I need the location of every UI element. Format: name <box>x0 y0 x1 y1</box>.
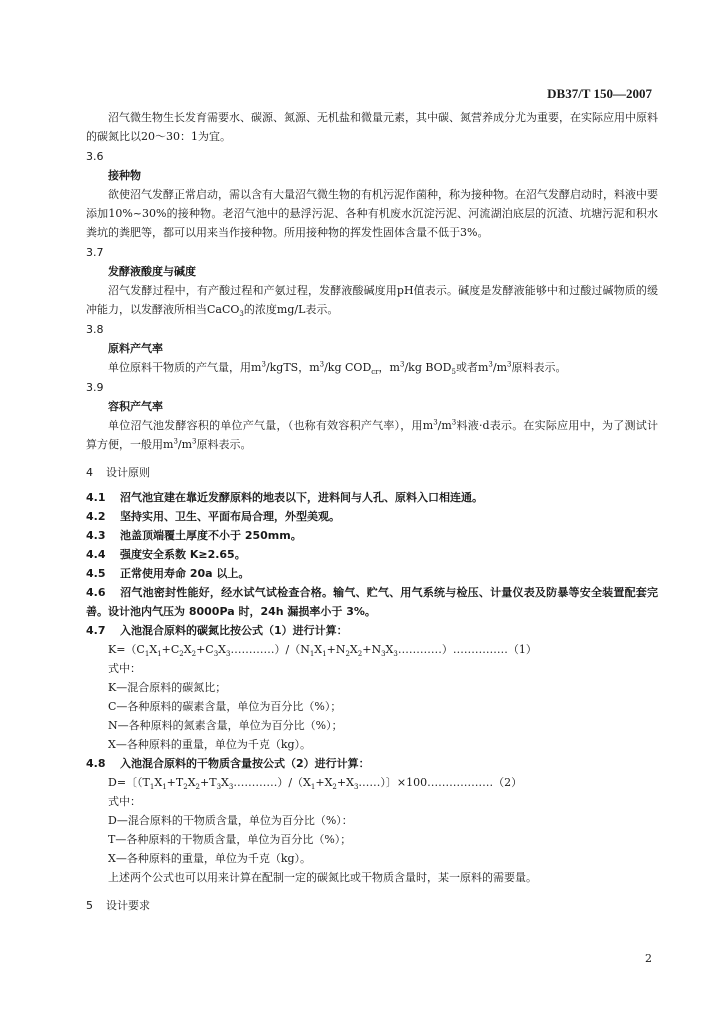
formula-1-def-c: C—各种原料的碳素含量，单位为百分比（%）； <box>108 700 342 713</box>
clause-4-1: 4.1 沼气池宜建在靠近发酵原料的地表以下，进料间与人孔、原料入口相连通。 <box>86 491 483 504</box>
term-acidity-alkalinity: 发酵液酸度与碱度 <box>108 265 196 278</box>
chapter-heading-5: 5 设计要求 <box>86 899 150 912</box>
paragraph-3-6: 欲使沼气发酵正常启动，需以含有大量沼气微生物的有机污泥作菌种，称为接种物。在沼气发酵启动时，料液中要添加10%~30%的接种物。老沼气池中的悬浮污泥、各种有机废水沉淀污泥、河流湖泊底层的沉渣、坑塘污泥和积水粪坑的粪肥等，都可以用来当作接种物。所用接种物的挥发性固体含量不低于3%。 <box>86 188 658 239</box>
clause-4-5: 4.5 正常使用寿命 20a 以上。 <box>86 567 250 580</box>
paragraph-3-5: 沼气微生物生长发育需要水、碳源、氮源、无机盐和微量元素，其中碳、氮营养成分尤为重要，在实际应用中原料的碳氮比以20～30：1为宜。 <box>86 111 658 143</box>
formula-1-def-x: X—各种原料的重量，单位为千克（kg）。 <box>108 738 312 751</box>
formula-2-def-x: X—各种原料的重量，单位为千克（kg）。 <box>108 852 312 865</box>
clause-4-3: 4.3 池盖顶端覆土厚度不小于 250mm。 <box>86 529 302 542</box>
paragraph-3-9: 单位沼气池发酵容积的单位产气量，（也称有效容积产气率），用$m^3/m^3$料液·d表示。在实际应用中，为了测试计算方便，一般用$m^3/m^3$原料表示。 <box>86 418 658 451</box>
paragraph-3-7: 沼气发酵过程中，有产酸过程和产氨过程，发酵液酸碱度用pH值表示。碱度是发酵液能够中和过酸过碱物质的缓冲能力，以发酵液所相当CaCO$_3$的浓度mg/L表示。 <box>86 284 658 319</box>
term-volumetric-gas-yield: 容积产气率 <box>108 400 163 413</box>
formula-1-def-n: N—各种原料的氮素含量，单位为百分比（%）； <box>108 719 343 732</box>
formula-1-where: 式中： <box>108 662 141 675</box>
formula-1: $K=(C_1X_1+C_2X_2+C_3X_3\dots\dots\dots\dots)/(N_1X_1+N_2X_2+N_3X_3\dots\dots\dots\dots)\dots\dots\dots\dots\dots(1)$ <box>108 643 537 659</box>
clause-4-7: 4.7 入池混合原料的碳氮比按公式（1）进行计算： <box>86 624 348 637</box>
term-raw-material-gas-yield: 原料产气率 <box>108 342 163 355</box>
clause-number-3-7: 3.7 <box>86 246 104 259</box>
clause-number-3-6: 3.6 <box>86 150 104 163</box>
term-inoculum: 接种物 <box>108 169 141 182</box>
document-code: DB37/T 150—2007 <box>547 86 652 101</box>
formula-1-def-k: K—混合原料的碳氮比； <box>108 681 227 694</box>
formula-note: 上述两个公式也可以用来计算在配制一定的碳氮比或干物质含量时，某一原料的需要量。 <box>108 871 537 884</box>
paragraph-3-8: 单位原料干物质的产气量，用$m^3$/kgTS，$m^3/kg$ $COD_{cr}$，$m^3/kg$ $BOD_5$或者$m^3/m^3$原料表示。 <box>108 360 567 377</box>
formula-2-def-d: D—混合原料的干物质含量，单位为百分比（%）： <box>108 814 353 827</box>
clause-4-4: 4.4 强度安全系数 K≥2.65。 <box>86 548 246 561</box>
formula-2: D=〔$(T_1X_1+T_2X_2+T_3X_3\dots\dots\dots\dots)/(X_1+X_2+X_3\dots\dots)$〕×100………………（2） <box>108 776 523 792</box>
clause-4-8: 4.8 入池混合原料的干物质含量按公式（2）进行计算： <box>86 757 370 770</box>
clause-number-3-8: 3.8 <box>86 323 104 336</box>
formula-2-where: 式中： <box>108 795 141 808</box>
chapter-heading-4: 4 设计原则 <box>86 466 150 479</box>
clause-4-2: 4.2 坚持实用、卫生、平面布局合理，外型美观。 <box>86 510 340 523</box>
page-number: 2 <box>645 952 652 965</box>
document-body <box>86 108 658 921</box>
clause-4-6: 4.6 沼气池密封性能好，经水试气试检查合格。输气、贮气、用气系统与检压、计量仪表及防暴等安全装置配套完善。设计池内气压为 8000Pa 时，24h 漏损率小于 3%。 <box>86 586 658 618</box>
formula-2-def-t: T—各种原料的干物质含量，单位为百分比（%）； <box>108 833 352 846</box>
clause-number-3-9: 3.9 <box>86 381 104 394</box>
